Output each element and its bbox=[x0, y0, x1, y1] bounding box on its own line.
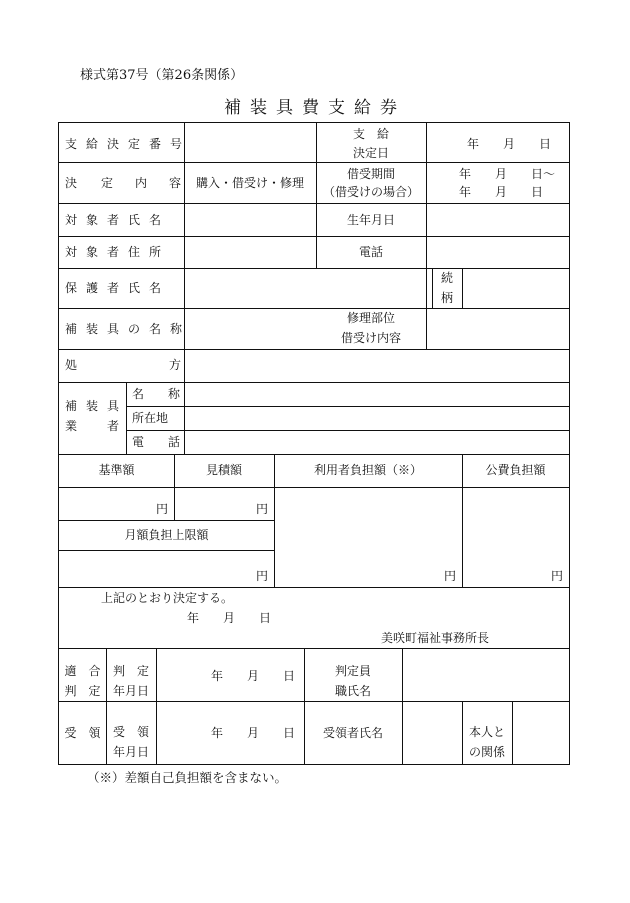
rental-period-end: 年 月 日 bbox=[459, 185, 544, 199]
row-divider bbox=[59, 701, 569, 702]
rental-period-label: 借受期間 bbox=[346, 167, 395, 181]
decision-content-label: 定 bbox=[101, 176, 114, 190]
payment-decision-date-label: 決定日 bbox=[352, 146, 389, 160]
row-divider bbox=[59, 487, 569, 488]
decision-content-label: 容 bbox=[169, 176, 182, 190]
judgment-date-value: 年 月 日 bbox=[211, 669, 296, 683]
receipt-date-label: 年月日 bbox=[112, 745, 149, 759]
row-divider bbox=[126, 430, 569, 431]
conformity-label: 適 合 bbox=[64, 664, 101, 678]
column-divider bbox=[512, 701, 513, 765]
subject-address-label: 対象者住所 bbox=[65, 245, 171, 259]
column-divider bbox=[156, 648, 157, 765]
row-divider bbox=[59, 454, 569, 455]
decision-content-label: 内 bbox=[135, 176, 148, 190]
receipt-label: 受 領 bbox=[64, 726, 101, 740]
birth-date-label: 生年月日 bbox=[346, 213, 395, 227]
decision-date: 年 月 日 bbox=[187, 611, 272, 625]
monthly-cap-yen: 円 bbox=[256, 569, 269, 583]
recipient-name-label: 受領者氏名 bbox=[322, 726, 383, 740]
row-divider bbox=[59, 203, 569, 204]
payment-decision-date-value: 年 月 日 bbox=[467, 137, 552, 151]
judge-label: 職氏名 bbox=[334, 684, 371, 698]
page-title: 補装具費支給券 bbox=[224, 98, 406, 118]
payment-voucher-table bbox=[58, 122, 570, 765]
column-divider bbox=[402, 648, 403, 765]
row-divider bbox=[59, 648, 569, 649]
estimate-amount-yen: 円 bbox=[256, 502, 269, 516]
row-divider bbox=[59, 382, 569, 383]
row-divider bbox=[59, 550, 274, 551]
relationship-label: 続 bbox=[440, 271, 453, 285]
user-burden-yen: 円 bbox=[444, 569, 457, 583]
vendor-label: 業 者 bbox=[65, 419, 129, 433]
decision-statement: 上記のとおり決定する。 bbox=[101, 591, 234, 605]
receipt-date-value: 年 月 日 bbox=[211, 726, 296, 740]
office-name: 美咲町福祉事務所長 bbox=[381, 631, 490, 645]
judgment-date-label: 年月日 bbox=[112, 684, 149, 698]
relation-to-person-label: の関係 bbox=[468, 745, 505, 759]
receipt-date-label: 受 領 bbox=[112, 725, 149, 739]
estimate-amount-label: 見積額 bbox=[205, 463, 242, 477]
subject-name-label: 対象者氏名 bbox=[65, 213, 171, 227]
public-burden-yen: 円 bbox=[551, 569, 564, 583]
row-divider bbox=[59, 162, 569, 163]
form-number: 様式第37号（第26条関係） bbox=[80, 68, 244, 83]
column-divider bbox=[426, 123, 427, 349]
relation-to-person-label: 本人と bbox=[468, 725, 505, 739]
footnote: （※）差額自己負担額を含まない。 bbox=[87, 770, 288, 785]
column-divider bbox=[184, 382, 185, 454]
prescription-label: 処 bbox=[65, 358, 78, 372]
row-divider bbox=[59, 587, 569, 588]
payment-decision-date-label: 支 給 bbox=[352, 127, 389, 141]
prescription-label: 方 bbox=[169, 358, 182, 372]
conformity-label: 判 定 bbox=[64, 684, 101, 698]
row-divider bbox=[59, 268, 569, 269]
decision-content-label: 決 bbox=[65, 176, 78, 190]
column-divider bbox=[462, 268, 463, 308]
standard-amount-yen: 円 bbox=[156, 502, 169, 516]
device-name-label: 補装具の名称 bbox=[65, 322, 192, 336]
rental-period-start: 年 月 日～ bbox=[459, 167, 556, 181]
row-divider bbox=[59, 236, 569, 237]
public-burden-label: 公費負担額 bbox=[485, 463, 546, 477]
decision-content-value: 購入・借受け・修理 bbox=[195, 176, 304, 190]
row-divider bbox=[59, 520, 274, 521]
rental-period-label: （借受けの場合） bbox=[322, 185, 419, 199]
row-divider bbox=[59, 349, 569, 350]
payment-decision-number-label: 支給決定番号 bbox=[65, 137, 192, 151]
judgment-date-label: 判 定 bbox=[112, 664, 149, 678]
repair-part-label: 借受け内容 bbox=[340, 331, 401, 345]
judge-label: 判定員 bbox=[334, 664, 371, 678]
standard-amount-label: 基準額 bbox=[98, 463, 135, 477]
vendor-label: 補装具 bbox=[65, 399, 129, 413]
row-divider bbox=[126, 406, 569, 407]
monthly-cap-label: 月額負担上限額 bbox=[124, 528, 209, 542]
guardian-name-label: 保護者氏名 bbox=[65, 281, 171, 295]
vendor-location-label: 所在地 bbox=[132, 411, 169, 425]
relationship-label: 柄 bbox=[440, 291, 453, 305]
column-divider bbox=[184, 123, 185, 382]
row-divider bbox=[59, 308, 569, 309]
repair-part-label: 修理部位 bbox=[346, 311, 395, 325]
vendor-name-label: 名 称 bbox=[132, 387, 181, 401]
user-burden-label: 利用者負担額（※） bbox=[313, 463, 422, 477]
phone-label: 電話 bbox=[358, 245, 383, 259]
vendor-phone-label: 電 話 bbox=[132, 435, 181, 449]
